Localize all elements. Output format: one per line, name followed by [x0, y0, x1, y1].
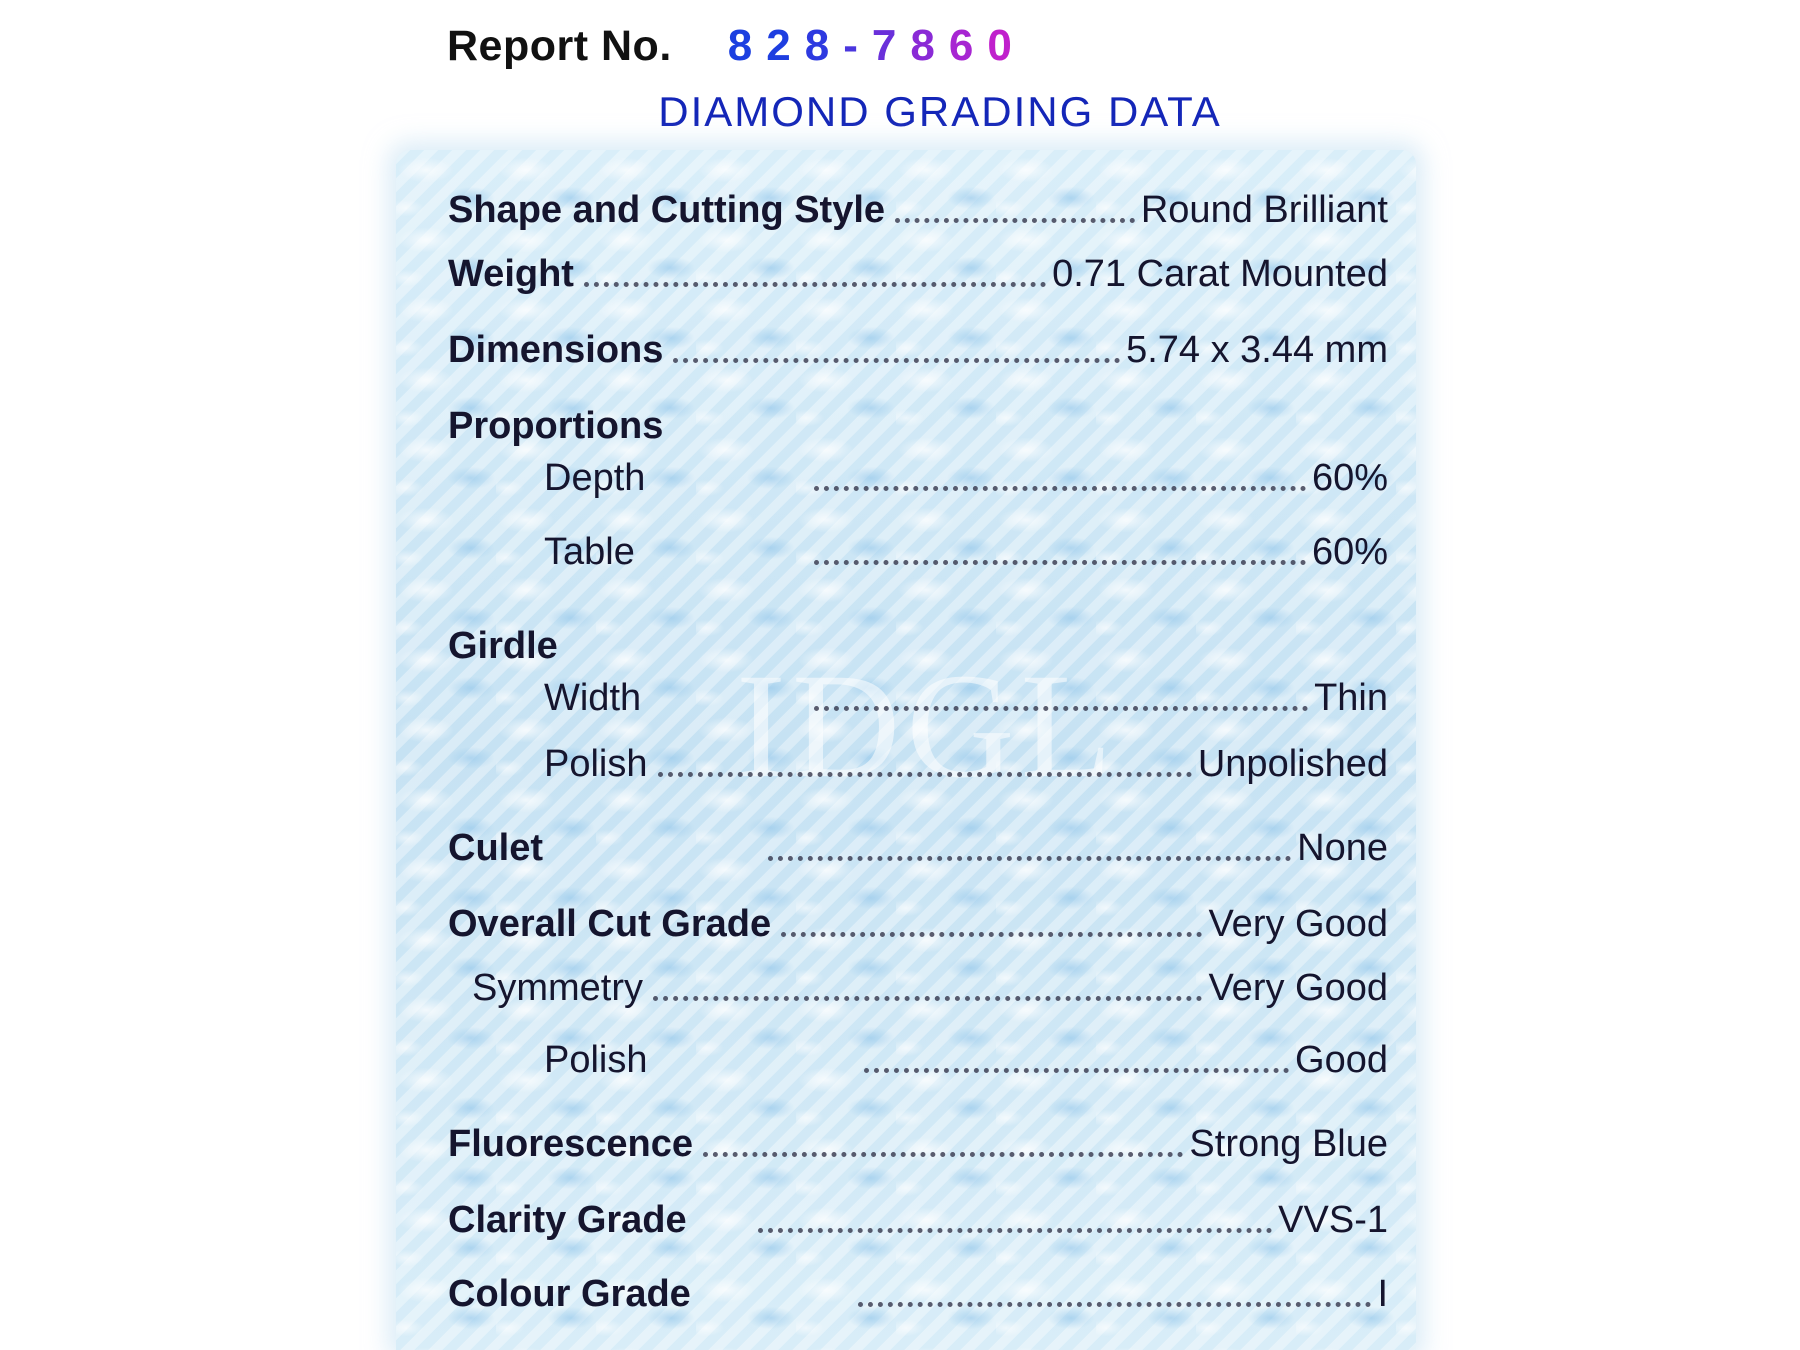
- girdle-width-value: Thin: [1314, 677, 1388, 719]
- polish-label: Polish: [544, 1039, 648, 1081]
- row-clarity: [448, 1192, 1388, 1242]
- row-polish: [448, 1032, 1388, 1082]
- colour-label: Colour Grade: [448, 1273, 691, 1315]
- girdle-polish-label: Polish: [544, 743, 648, 785]
- culet-label: Culet: [448, 827, 543, 869]
- weight-value: 0.71 Carat Mounted: [1052, 253, 1388, 295]
- row-girdle-polish: [448, 736, 1388, 786]
- report-heading: DIAMOND GRADING DATA: [658, 88, 1222, 135]
- leader-dots: [781, 932, 1202, 937]
- row-depth: [448, 450, 1388, 500]
- row-girdle-width: [448, 670, 1388, 720]
- report-number-label: Report No.: [447, 21, 672, 70]
- report-number-char: 0: [987, 21, 1026, 70]
- row-symmetry: [448, 960, 1388, 1010]
- row-dimensions: [448, 322, 1388, 372]
- clarity-value: VVS-1: [1278, 1199, 1388, 1241]
- report-number-char: 8: [804, 21, 844, 70]
- leader-dots: [814, 560, 1306, 565]
- leader-dots: [814, 486, 1306, 491]
- symmetry-label: Symmetry: [472, 967, 643, 1009]
- report-number-char: 8: [727, 21, 767, 70]
- table-label: Table: [544, 531, 635, 573]
- leader-dots: [895, 218, 1135, 223]
- leader-dots: [768, 856, 1291, 861]
- shape-label: Shape and Cutting Style: [448, 189, 886, 231]
- report-number-char: 7: [871, 21, 911, 70]
- weight-label: Weight: [448, 253, 574, 295]
- row-culet: [448, 820, 1388, 870]
- row-colour: [448, 1266, 1388, 1316]
- report-number-line: [447, 16, 1026, 76]
- proportions-heading: Proportions: [448, 405, 664, 447]
- watermark-logo: IDGL: [736, 643, 1119, 809]
- leader-dots: [673, 358, 1120, 363]
- leader-dots: [864, 1068, 1289, 1073]
- table-value: 60%: [1311, 531, 1388, 573]
- report-number-char: 2: [766, 21, 805, 70]
- row-table: [448, 524, 1388, 574]
- symmetry-value: Very Good: [1208, 967, 1388, 1009]
- cut-grade-value: Very Good: [1208, 903, 1388, 945]
- clarity-label: Clarity Grade: [448, 1199, 687, 1241]
- dimensions-label: Dimensions: [448, 329, 664, 371]
- row-cut-grade: [448, 896, 1388, 946]
- girdle-heading: Girdle: [448, 625, 558, 667]
- leader-dots: [658, 772, 1192, 777]
- row-weight: [448, 246, 1388, 296]
- leader-dots: [758, 1228, 1272, 1233]
- fluorescence-value: Strong Blue: [1189, 1123, 1388, 1165]
- leader-dots: [814, 706, 1308, 711]
- fluorescence-label: Fluorescence: [448, 1123, 693, 1165]
- shape-value: Round Brilliant: [1140, 189, 1388, 231]
- report-number-char: 8: [910, 21, 949, 70]
- report-number-char: 6: [948, 21, 988, 70]
- leader-dots: [584, 282, 1046, 287]
- cut-grade-label: Overall Cut Grade: [448, 903, 772, 945]
- dimensions-value: 5.74 x 3.44 mm: [1126, 329, 1388, 371]
- polish-value: Good: [1295, 1039, 1388, 1081]
- report-number-char: -: [843, 21, 872, 70]
- leader-dots: [703, 1152, 1183, 1157]
- girdle-polish-value: Unpolished: [1197, 743, 1388, 785]
- report-number-value: [728, 21, 1026, 71]
- culet-value: None: [1297, 827, 1388, 869]
- colour-value: I: [1377, 1273, 1388, 1315]
- leader-dots: [653, 996, 1202, 1001]
- girdle-width-label: Width: [544, 677, 642, 719]
- depth-value: 60%: [1311, 457, 1388, 499]
- grading-data-card: [396, 150, 1416, 1350]
- leader-dots: [858, 1302, 1371, 1307]
- row-fluorescence: [448, 1116, 1388, 1166]
- depth-label: Depth: [544, 457, 646, 499]
- row-shape: [448, 182, 1388, 232]
